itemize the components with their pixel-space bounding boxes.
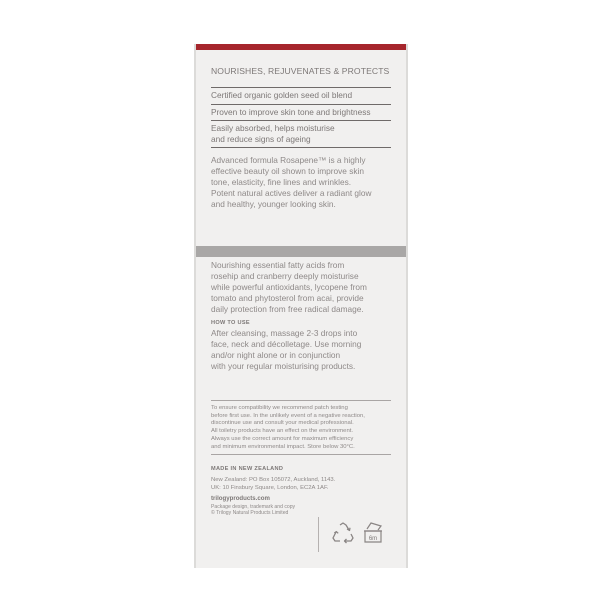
- intro-line: tone, elasticity, fine lines and wrinkles.: [211, 177, 352, 187]
- how-to-use-line: face, neck and décolletage. Use morning: [211, 339, 362, 349]
- ingredients-line: rosehip and cranberry deeply moisturise: [211, 271, 359, 281]
- copyright-text: [211, 504, 391, 517]
- ingredients-line: while powerful antioxidants, lycopene from: [211, 282, 367, 292]
- website-text: trilogyproducts.com: [211, 494, 270, 502]
- red-top-strip: [196, 44, 406, 50]
- ingredients-line: Nourishing essential fatty acids from: [211, 260, 345, 270]
- copyright-line: © Trilogy Natural Products Limited: [211, 509, 289, 516]
- caution-text: [211, 405, 391, 451]
- open-jar-icon: [361, 521, 385, 545]
- address-uk: UK: 10 Finsbury Square, London, EC2A 1AF.: [211, 484, 329, 491]
- box-right-edge: [406, 44, 408, 568]
- caution-line: To ensure compatibility we recommend patch testing: [211, 405, 348, 411]
- ingredients-line: daily protection from free radical damage.: [211, 304, 364, 314]
- claim-3: Easily absorbed, helps moisturise: [211, 123, 335, 133]
- icon-divider: [318, 517, 319, 552]
- ingredients-paragraph: [211, 260, 391, 315]
- intro-line: and healthy, younger looking skin.: [211, 199, 336, 209]
- how-to-use-line: and/or night alone or in conjunction: [211, 350, 341, 360]
- intro-line: effective beauty oil shown to improve skin: [211, 166, 364, 176]
- pao-label: 6m: [368, 536, 378, 542]
- panel-text: [211, 66, 391, 516]
- panel-heading: NOURISHES, REJUVENATES & PROTECTS: [211, 66, 390, 76]
- intro-line: Potent natural actives deliver a radiant glow: [211, 188, 372, 198]
- intro-line: Advanced formula Rosapene™ is a highly: [211, 155, 366, 165]
- claim-3-continued: and reduce signs of ageing: [211, 133, 311, 144]
- caution-line: and minimum environmental impact. Store below 30°C.: [211, 443, 355, 450]
- caution-line: All toiletry products have an effect on the environment.: [211, 428, 354, 435]
- ingredients-line: tomato and phytosterol from acai, provide: [211, 293, 364, 303]
- caution-line: Always use the correct amount for maximum efficiency: [211, 435, 354, 442]
- how-to-use-line: with your regular moisturising products.: [211, 361, 356, 371]
- how-to-use-line: After cleansing, massage 2-3 drops into: [211, 328, 358, 338]
- box-left-edge: [194, 44, 196, 568]
- copyright-line: Package design, trademark and copy: [211, 503, 296, 510]
- claim-2: Proven to improve skin tone and brightness: [211, 106, 371, 117]
- made-in-label: MADE IN NEW ZEALAND: [211, 466, 284, 473]
- recycle-icon: [330, 521, 356, 547]
- intro-paragraph: [211, 155, 391, 210]
- how-to-use-heading: HOW TO USE: [211, 320, 250, 326]
- claim-1: Certified organic golden seed oil blend: [211, 90, 353, 100]
- how-to-use-paragraph: [211, 328, 391, 372]
- caution-line: discontinue use and consult your medical professional.: [211, 420, 354, 427]
- address-nz: New Zealand: PO Box 105072, Auckland, 1143.: [211, 477, 336, 484]
- caution-line: before first use. In the unlikely event of a negative reaction,: [211, 412, 365, 419]
